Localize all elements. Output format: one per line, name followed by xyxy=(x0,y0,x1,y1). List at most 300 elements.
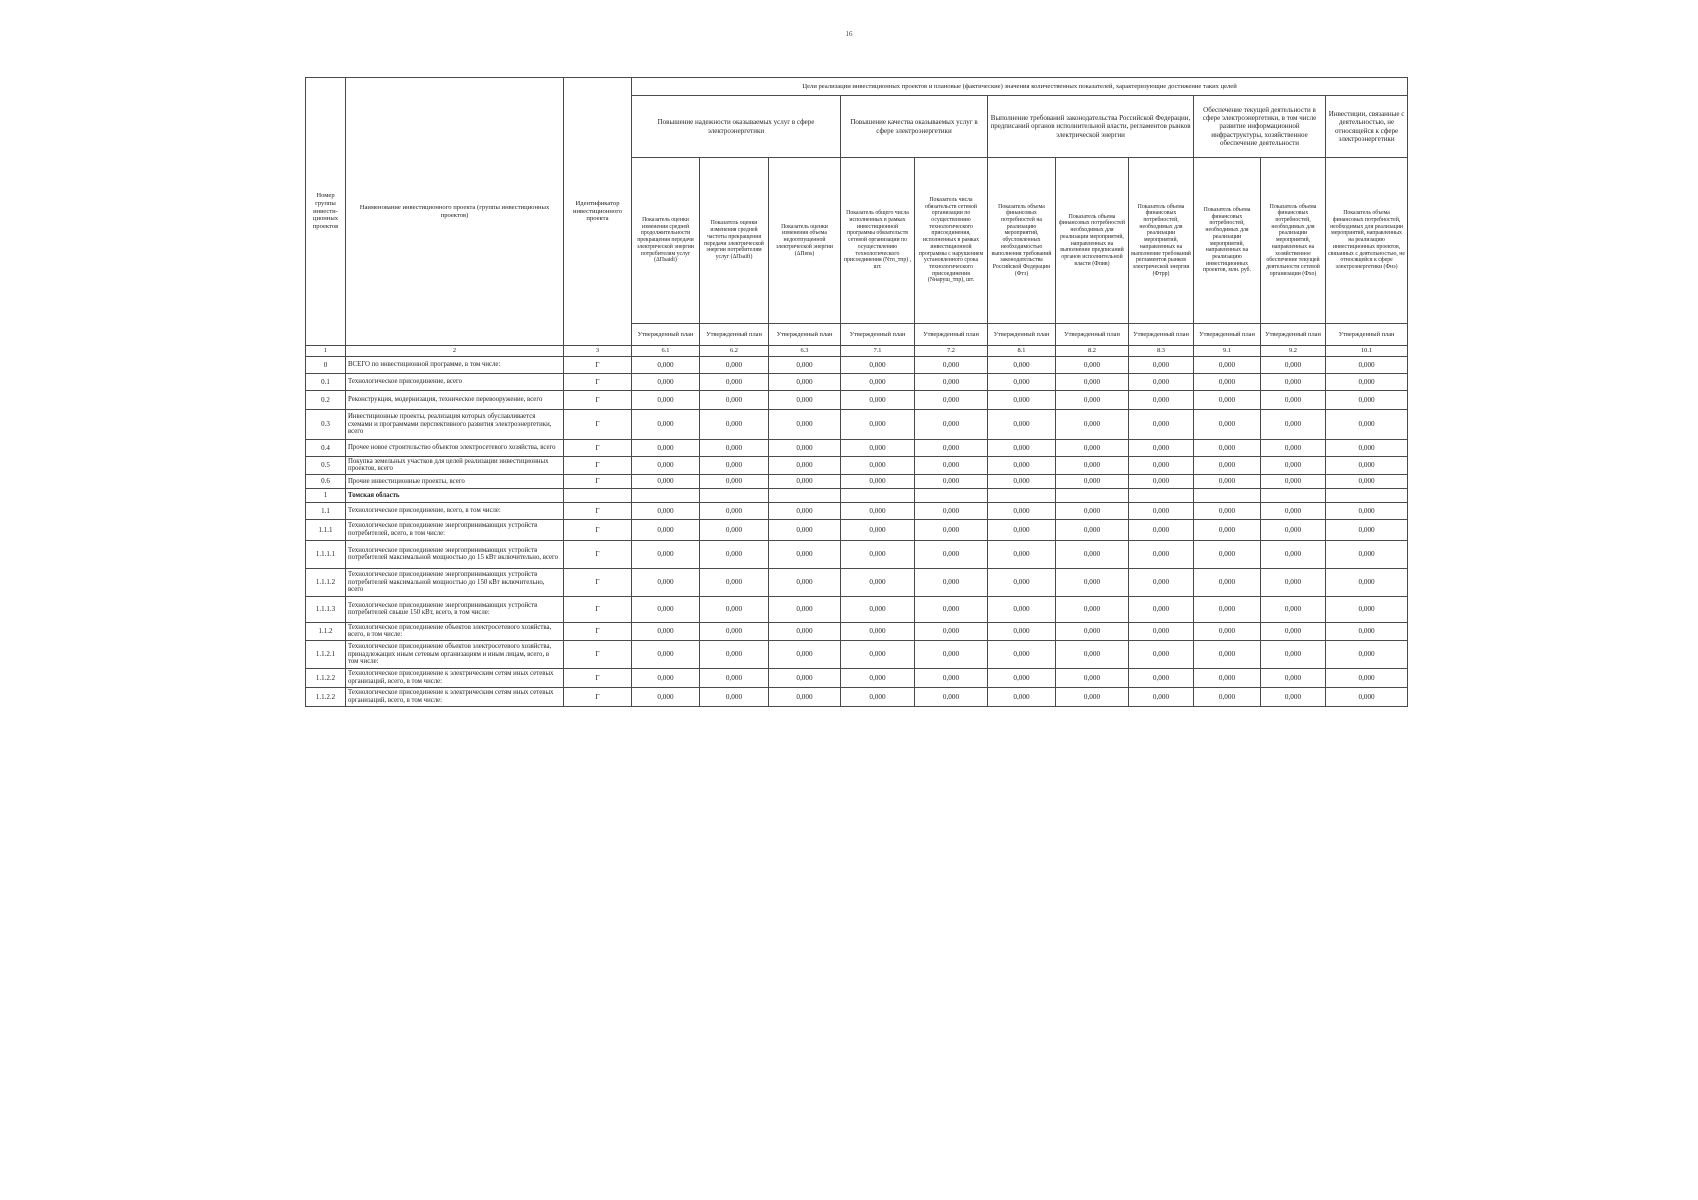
row-code: 1.1.2.2 xyxy=(306,668,346,687)
row-value: 0,000 xyxy=(1129,474,1194,488)
row-name: Технологическое присоединение энергопринимающих устройств потребителей максимальной мощностью до 15 кВт включительно, всего xyxy=(346,540,564,568)
row-value: 0,000 xyxy=(1326,474,1408,488)
row-value: 0,000 xyxy=(632,474,700,488)
row-value: 0,000 xyxy=(632,410,700,440)
row-value: 0,000 xyxy=(1056,474,1129,488)
row-value xyxy=(1194,488,1261,502)
row-code: 0.1 xyxy=(306,374,346,391)
row-value: 0,000 xyxy=(1129,668,1194,687)
row-value: 0,000 xyxy=(769,540,841,568)
row-value: 0,000 xyxy=(769,410,841,440)
row-name: Реконструкция, модернизация, техническое перевооружение, всего xyxy=(346,391,564,410)
column-number: 9.2 xyxy=(1261,346,1326,357)
row-value: 0,000 xyxy=(1326,687,1408,706)
row-value: 0,000 xyxy=(769,568,841,596)
row-value: 0,000 xyxy=(700,640,769,668)
row-value: 0,000 xyxy=(988,687,1056,706)
row-value: 0,000 xyxy=(1056,596,1129,622)
row-value: 0,000 xyxy=(988,540,1056,568)
row-code: 0.4 xyxy=(306,440,346,457)
row-value: 0,000 xyxy=(841,568,915,596)
row-value: 0,000 xyxy=(841,596,915,622)
row-value: 0,000 xyxy=(1129,374,1194,391)
row-identifier xyxy=(564,488,632,502)
row-value: 0,000 xyxy=(988,596,1056,622)
row-value xyxy=(632,488,700,502)
row-value: 0,000 xyxy=(1194,391,1261,410)
row-value: 0,000 xyxy=(1261,622,1326,640)
row-value: 0,000 xyxy=(915,502,988,519)
row-value: 0,000 xyxy=(632,357,700,374)
row-value: 0,000 xyxy=(1261,596,1326,622)
row-value: 0,000 xyxy=(1129,391,1194,410)
row-value: 0,000 xyxy=(1261,640,1326,668)
table-row xyxy=(306,622,1408,640)
row-name: Технологическое присоединение энергопринимающих устройств потребителей, всего, в том числе: xyxy=(346,519,564,540)
row-code: 0.2 xyxy=(306,391,346,410)
row-value: 0,000 xyxy=(915,374,988,391)
row-value: 0,000 xyxy=(915,687,988,706)
row-value: 0,000 xyxy=(632,374,700,391)
row-value xyxy=(769,488,841,502)
row-value xyxy=(1326,488,1408,502)
row-value: 0,000 xyxy=(1326,410,1408,440)
table-row xyxy=(306,540,1408,568)
row-code: 1.1.1.2 xyxy=(306,568,346,596)
row-name: Технологическое присоединение, всего, в том числе: xyxy=(346,502,564,519)
row-value: 0,000 xyxy=(1261,391,1326,410)
row-value: 0,000 xyxy=(988,622,1056,640)
row-value: 0,000 xyxy=(841,622,915,640)
row-value: 0,000 xyxy=(1326,440,1408,457)
row-value: 0,000 xyxy=(1261,357,1326,374)
row-value: 0,000 xyxy=(1261,568,1326,596)
column-number: 10.1 xyxy=(1326,346,1408,357)
header-plan: Утвержденный план xyxy=(700,324,769,346)
row-code: 1 xyxy=(306,488,346,502)
row-identifier: Г xyxy=(564,596,632,622)
row-value: 0,000 xyxy=(1326,640,1408,668)
row-value: 0,000 xyxy=(769,668,841,687)
row-value: 0,000 xyxy=(1261,457,1326,475)
header-plan: Утвержденный план xyxy=(915,324,988,346)
column-number: 8.1 xyxy=(988,346,1056,357)
row-value: 0,000 xyxy=(988,519,1056,540)
row-value: 0,000 xyxy=(632,668,700,687)
row-value: 0,000 xyxy=(1194,457,1261,475)
row-code: 1.1.1 xyxy=(306,519,346,540)
row-value: 0,000 xyxy=(1194,622,1261,640)
table-row xyxy=(306,357,1408,374)
row-value: 0,000 xyxy=(1326,568,1408,596)
row-identifier: Г xyxy=(564,687,632,706)
row-value: 0,000 xyxy=(1056,374,1129,391)
row-value: 0,000 xyxy=(1056,357,1129,374)
table-row xyxy=(306,457,1408,475)
header-indicator-nnarush: Показатель числа обязательств сетевой организации по осуществлению технологического присоединения, исполненных в рамках инвестиционной программы с нарушением установленного срока технологического присоединения (Nнаруш_тпр), шт. xyxy=(915,158,988,324)
row-value: 0,000 xyxy=(1326,391,1408,410)
row-value xyxy=(1129,488,1194,502)
row-identifier: Г xyxy=(564,374,632,391)
row-value: 0,000 xyxy=(841,687,915,706)
row-value: 0,000 xyxy=(988,391,1056,410)
row-identifier: Г xyxy=(564,474,632,488)
row-value xyxy=(988,488,1056,502)
row-value: 0,000 xyxy=(1194,687,1261,706)
row-value: 0,000 xyxy=(988,502,1056,519)
row-value: 0,000 xyxy=(1326,357,1408,374)
row-value: 0,000 xyxy=(632,502,700,519)
row-value: 0,000 xyxy=(769,474,841,488)
table-row xyxy=(306,568,1408,596)
row-value: 0,000 xyxy=(915,540,988,568)
row-value: 0,000 xyxy=(915,668,988,687)
row-identifier: Г xyxy=(564,391,632,410)
row-value: 0,000 xyxy=(632,440,700,457)
column-number: 7.2 xyxy=(915,346,988,357)
row-value: 0,000 xyxy=(915,391,988,410)
row-value: 0,000 xyxy=(988,457,1056,475)
row-value: 0,000 xyxy=(700,357,769,374)
row-identifier: Г xyxy=(564,622,632,640)
row-value: 0,000 xyxy=(988,374,1056,391)
row-value xyxy=(841,488,915,502)
row-value: 0,000 xyxy=(915,640,988,668)
header-group-current-activity: Обеспечение текущей деятельности в сфере электроэнергетики, в том числе развитие информационной инфраструктуры, хозяйственное обеспечение деятельности xyxy=(1194,96,1326,158)
row-value: 0,000 xyxy=(1194,374,1261,391)
row-value: 0,000 xyxy=(1056,687,1129,706)
row-value: 0,000 xyxy=(632,457,700,475)
row-value: 0,000 xyxy=(1261,374,1326,391)
row-value: 0,000 xyxy=(841,440,915,457)
table-row xyxy=(306,410,1408,440)
row-name: Инвестиционные проекты, реализация которых обуславливается схемами и программами перспективного развития электроэнергетики, всего xyxy=(346,410,564,440)
row-value xyxy=(1261,488,1326,502)
row-value: 0,000 xyxy=(915,457,988,475)
row-value: 0,000 xyxy=(700,540,769,568)
row-value: 0,000 xyxy=(1194,357,1261,374)
header-indicator-ens: Показатель оценки изменения объема недоотпущенной электрической энергии (ΔПens) xyxy=(769,158,841,324)
row-value: 0,000 xyxy=(1326,519,1408,540)
header-group-quality: Повышение качества оказываемых услуг в сфере электроэнергетики xyxy=(841,96,988,158)
header-plan: Утвержденный план xyxy=(1129,324,1194,346)
row-identifier: Г xyxy=(564,440,632,457)
row-name: Технологическое присоединение объектов электросетевого хозяйства, принадлежащих иным сетевым организациям и иным лицам, всего, в том числе: xyxy=(346,640,564,668)
row-value: 0,000 xyxy=(1326,457,1408,475)
row-value: 0,000 xyxy=(1194,440,1261,457)
row-name: Прочее новое строительство объектов электросетевого хозяйства, всего xyxy=(346,440,564,457)
row-value: 0,000 xyxy=(1261,440,1326,457)
header-indicator-fho: Показатель объема финансовых потребностей, необходимых для реализации мероприятий, направленных на хозяйственное обеспечение текущей деятельности сетевой организации (Фхо) xyxy=(1261,158,1326,324)
table-row xyxy=(306,519,1408,540)
row-value: 0,000 xyxy=(1194,596,1261,622)
table-row xyxy=(306,687,1408,706)
row-value: 0,000 xyxy=(1056,668,1129,687)
row-value: 0,000 xyxy=(1129,357,1194,374)
row-value: 0,000 xyxy=(1194,640,1261,668)
row-identifier: Г xyxy=(564,410,632,440)
row-value: 0,000 xyxy=(769,374,841,391)
table-body xyxy=(306,357,1408,707)
row-value: 0,000 xyxy=(1129,622,1194,640)
table-row xyxy=(306,640,1408,668)
row-value: 0,000 xyxy=(1056,568,1129,596)
row-value: 0,000 xyxy=(632,519,700,540)
header-plan: Утвержденный план xyxy=(1056,324,1129,346)
column-number: 3 xyxy=(564,346,632,357)
row-value: 0,000 xyxy=(769,640,841,668)
table-row xyxy=(306,391,1408,410)
column-number: 6.3 xyxy=(769,346,841,357)
header-project-name: Наименование инвестиционного проекта (группы инвестиционных проектов) xyxy=(346,78,564,346)
row-value: 0,000 xyxy=(1194,502,1261,519)
table-row xyxy=(306,488,1408,502)
row-value: 0,000 xyxy=(700,568,769,596)
header-indicator-saifi: Показатель оценки изменения средней частоты прекращения передачи электрической энергии потребителям услуг (ΔПsaifi) xyxy=(700,158,769,324)
row-identifier: Г xyxy=(564,568,632,596)
row-value: 0,000 xyxy=(988,668,1056,687)
row-value: 0,000 xyxy=(700,622,769,640)
row-value: 0,000 xyxy=(915,568,988,596)
row-value: 0,000 xyxy=(1261,410,1326,440)
row-value: 0,000 xyxy=(1194,540,1261,568)
row-value: 0,000 xyxy=(1129,540,1194,568)
row-value: 0,000 xyxy=(1056,457,1129,475)
column-number: 7.1 xyxy=(841,346,915,357)
row-name: Технологическое присоединение, всего xyxy=(346,374,564,391)
row-value: 0,000 xyxy=(700,457,769,475)
column-number: 2 xyxy=(346,346,564,357)
row-value: 0,000 xyxy=(632,687,700,706)
header-group-non-energy: Инвестиции, связанные с деятельностью, не относящейся к сфере электроэнергетики xyxy=(1326,96,1408,158)
row-value: 0,000 xyxy=(1326,622,1408,640)
header-indicator-saidi: Показатель оценки изменения средней продолжительности прекращения передачи электрической энергии потребителям услуг (ΔПsaidi) xyxy=(632,158,700,324)
row-name: Технологическое присоединение к электрическим сетям иных сетевых организаций, всего, в том числе: xyxy=(346,668,564,687)
header-indicator-finvest: Показатель объема финансовых потребностей, необходимых для реализации мероприятий, направленных на реализацию инвестиционных проектов, млн. руб. xyxy=(1194,158,1261,324)
header-indicator-ntp: Показатель общего числа исполненных в рамках инвестиционной программы обязательств сетевой организации по осуществлению технологического присоединения (Nтп_тпр) , шт. xyxy=(841,158,915,324)
row-value: 0,000 xyxy=(700,374,769,391)
row-value: 0,000 xyxy=(1056,410,1129,440)
row-identifier: Г xyxy=(564,540,632,568)
row-value: 0,000 xyxy=(841,540,915,568)
table-row xyxy=(306,440,1408,457)
row-value: 0,000 xyxy=(915,622,988,640)
row-value: 0,000 xyxy=(1194,474,1261,488)
row-value: 0,000 xyxy=(1261,474,1326,488)
row-value: 0,000 xyxy=(1129,596,1194,622)
row-value: 0,000 xyxy=(1129,502,1194,519)
row-value: 0,000 xyxy=(700,391,769,410)
row-value: 0,000 xyxy=(1129,568,1194,596)
row-value: 0,000 xyxy=(1194,668,1261,687)
row-value: 0,000 xyxy=(632,540,700,568)
row-value: 0,000 xyxy=(988,568,1056,596)
row-value: 0,000 xyxy=(1194,410,1261,440)
row-value: 0,000 xyxy=(1056,391,1129,410)
row-value: 0,000 xyxy=(1056,622,1129,640)
row-value: 0,000 xyxy=(700,668,769,687)
row-value: 0,000 xyxy=(915,519,988,540)
row-value: 0,000 xyxy=(769,596,841,622)
row-code: 1.1 xyxy=(306,502,346,519)
header-plan: Утвержденный план xyxy=(632,324,700,346)
row-value: 0,000 xyxy=(1129,519,1194,540)
row-value: 0,000 xyxy=(1129,440,1194,457)
column-number: 9.1 xyxy=(1194,346,1261,357)
row-value: 0,000 xyxy=(1326,596,1408,622)
row-value: 0,000 xyxy=(1129,687,1194,706)
row-value: 0,000 xyxy=(1056,440,1129,457)
header-indicator-ftz: Показатель объема финансовых потребностей на реализацию мероприятий, обусловленных необходимостью выполнения требований законодательства Российской Федерации (Фтз) xyxy=(988,158,1056,324)
row-name: Томская область xyxy=(346,488,564,502)
header-plan: Утвержденный план xyxy=(988,324,1056,346)
row-value: 0,000 xyxy=(632,568,700,596)
row-value: 0,000 xyxy=(841,457,915,475)
row-value: 0,000 xyxy=(841,519,915,540)
row-value: 0,000 xyxy=(769,502,841,519)
row-value: 0,000 xyxy=(915,357,988,374)
header-indicator-fpiv: Показатель объема финансовых потребностей необходимых для реализации мероприятий, направленных на выполнение предписаний органов исполнительной власти (Фпив) xyxy=(1056,158,1129,324)
row-identifier: Г xyxy=(564,519,632,540)
column-number: 8.2 xyxy=(1056,346,1129,357)
row-value: 0,000 xyxy=(915,474,988,488)
header-plan: Утвержденный план xyxy=(1326,324,1408,346)
row-value: 0,000 xyxy=(841,474,915,488)
row-name: Покупка земельных участков для целей реализации инвестиционных проектов, всего xyxy=(346,457,564,475)
investment-indicators-table xyxy=(305,77,1408,707)
row-value: 0,000 xyxy=(1261,668,1326,687)
row-value: 0,000 xyxy=(632,596,700,622)
row-value: 0,000 xyxy=(841,502,915,519)
header-plan: Утвержденный план xyxy=(1194,324,1261,346)
row-identifier: Г xyxy=(564,640,632,668)
header-group-reliability: Повышение надежности оказываемых услуг в сфере электроэнергетики xyxy=(632,96,841,158)
row-value: 0,000 xyxy=(1056,540,1129,568)
header-indicator-ftrr: Показатель объема финансовых потребностей, необходимых для реализации мероприятий, направленных на выполнение требований регламентов рынков электрической энергии (Фтрр) xyxy=(1129,158,1194,324)
row-code: 0.3 xyxy=(306,410,346,440)
row-value: 0,000 xyxy=(1326,502,1408,519)
row-value: 0,000 xyxy=(700,410,769,440)
table-row xyxy=(306,502,1408,519)
header-group-number: Номер группы инвести-ционных проектов xyxy=(306,78,346,346)
row-value: 0,000 xyxy=(1261,519,1326,540)
row-value: 0,000 xyxy=(1261,502,1326,519)
header-plan: Утвержденный план xyxy=(1261,324,1326,346)
row-value: 0,000 xyxy=(988,474,1056,488)
column-number: 6.2 xyxy=(700,346,769,357)
row-value: 0,000 xyxy=(1056,519,1129,540)
row-value: 0,000 xyxy=(841,410,915,440)
row-code: 1.1.1.1 xyxy=(306,540,346,568)
row-value: 0,000 xyxy=(700,596,769,622)
header-plan: Утвержденный план xyxy=(769,324,841,346)
row-value: 0,000 xyxy=(915,440,988,457)
row-value: 0,000 xyxy=(1056,502,1129,519)
page-number: 16 xyxy=(845,30,853,38)
row-identifier: Г xyxy=(564,357,632,374)
table-row xyxy=(306,668,1408,687)
row-value: 0,000 xyxy=(769,687,841,706)
row-code: 1.1.2.1 xyxy=(306,640,346,668)
row-value: 0,000 xyxy=(988,640,1056,668)
row-value: 0,000 xyxy=(1326,374,1408,391)
row-value: 0,000 xyxy=(915,596,988,622)
row-value: 0,000 xyxy=(700,474,769,488)
row-value: 0,000 xyxy=(841,391,915,410)
row-value: 0,000 xyxy=(1326,540,1408,568)
row-name: ВСЕГО по инвестиционной программе, в том числе: xyxy=(346,357,564,374)
row-value: 0,000 xyxy=(841,374,915,391)
row-value: 0,000 xyxy=(1261,687,1326,706)
row-value: 0,000 xyxy=(988,410,1056,440)
table-row xyxy=(306,474,1408,488)
row-value: 0,000 xyxy=(841,668,915,687)
row-value: 0,000 xyxy=(769,391,841,410)
header-plan: Утвержденный план xyxy=(841,324,915,346)
row-code: 1.1.1.3 xyxy=(306,596,346,622)
header-group-legislation: Выполнение требований законодательства Российской Федерации, предписаний органов исполнительной власти, регламентов рынков электрической энергии xyxy=(988,96,1194,158)
row-code: 0.6 xyxy=(306,474,346,488)
row-name: Технологическое присоединение к электрическим сетям иных сетевых организаций, всего, в том числе: xyxy=(346,687,564,706)
row-value: 0,000 xyxy=(700,440,769,457)
row-code: 1.1.2 xyxy=(306,622,346,640)
row-value: 0,000 xyxy=(1326,668,1408,687)
header-project-id: Идентификатор инвестиционного проекта xyxy=(564,78,632,346)
column-number: 6.1 xyxy=(632,346,700,357)
row-code: 0 xyxy=(306,357,346,374)
row-value: 0,000 xyxy=(769,440,841,457)
row-value xyxy=(1056,488,1129,502)
row-code: 0.5 xyxy=(306,457,346,475)
row-value: 0,000 xyxy=(769,357,841,374)
row-value xyxy=(915,488,988,502)
row-value xyxy=(700,488,769,502)
row-value: 0,000 xyxy=(841,640,915,668)
row-value: 0,000 xyxy=(769,622,841,640)
header-goals-title: Цели реализации инвестиционных проектов и плановые (фактические) значения количественных показателей, характеризующие достижение таких целей xyxy=(632,78,1408,96)
row-value: 0,000 xyxy=(1194,568,1261,596)
row-value: 0,000 xyxy=(915,410,988,440)
row-name: Технологическое присоединение энергопринимающих устройств потребителей максимальной мощностью до 150 кВт включительно, всего xyxy=(346,568,564,596)
row-value: 0,000 xyxy=(1194,519,1261,540)
header-indicator-fne: Показатель объема финансовых потребностей, необходимых для реализации мероприятий, направленных на реализацию инвестиционных проектов, связанных с деятельностью, не относящейся к сфере электроэнергетики (Фнэ) xyxy=(1326,158,1408,324)
row-code: 1.1.2.2 xyxy=(306,687,346,706)
row-value: 0,000 xyxy=(1056,640,1129,668)
row-value: 0,000 xyxy=(769,519,841,540)
row-value: 0,000 xyxy=(1261,540,1326,568)
row-name: Технологическое присоединение объектов электросетевого хозяйства, всего, в том числе: xyxy=(346,622,564,640)
row-value: 0,000 xyxy=(988,357,1056,374)
row-value: 0,000 xyxy=(632,640,700,668)
table-row xyxy=(306,596,1408,622)
row-value: 0,000 xyxy=(700,687,769,706)
column-number: 1 xyxy=(306,346,346,357)
row-value: 0,000 xyxy=(1129,640,1194,668)
row-value: 0,000 xyxy=(841,357,915,374)
row-value: 0,000 xyxy=(769,457,841,475)
row-value: 0,000 xyxy=(700,502,769,519)
row-identifier: Г xyxy=(564,502,632,519)
row-value: 0,000 xyxy=(632,391,700,410)
row-identifier: Г xyxy=(564,457,632,475)
row-value: 0,000 xyxy=(632,622,700,640)
row-value: 0,000 xyxy=(1129,457,1194,475)
row-value: 0,000 xyxy=(700,519,769,540)
row-name: Технологическое присоединение энергопринимающих устройств потребителей свыше 150 кВт, всего, в том числе: xyxy=(346,596,564,622)
row-value: 0,000 xyxy=(988,440,1056,457)
row-value: 0,000 xyxy=(1129,410,1194,440)
column-number: 8.3 xyxy=(1129,346,1194,357)
